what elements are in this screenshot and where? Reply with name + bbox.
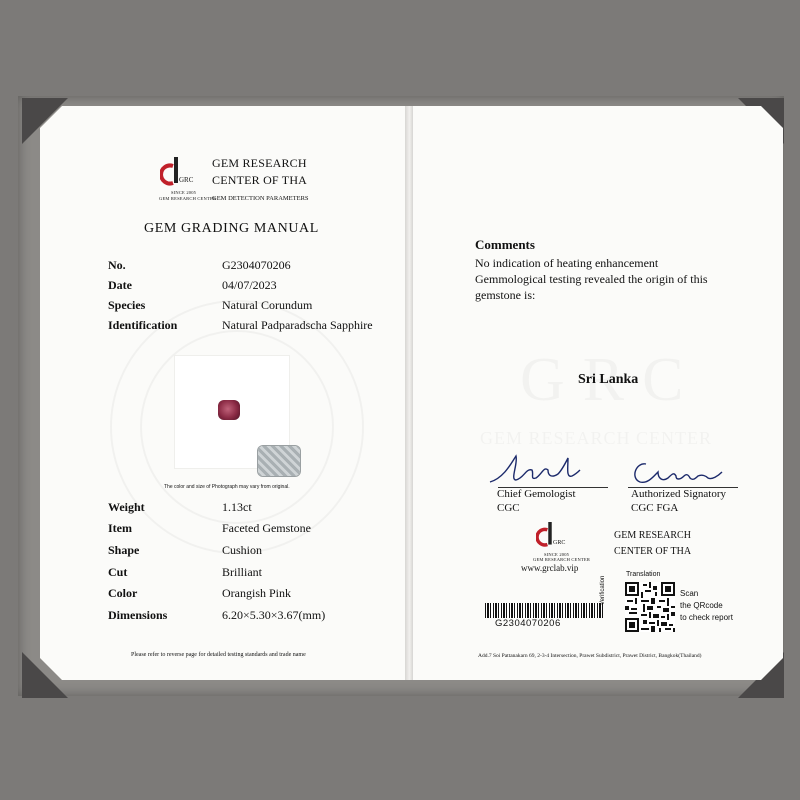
field-value-item: Faceted Gemstone [222,521,311,535]
field-label-species: Species [108,298,146,312]
field-value-no: G2304070206 [222,258,291,272]
left-brand-line1: GEM RESEARCH [212,156,307,170]
chief-gemologist-signature [486,452,582,488]
left-logo-since: SINCE 2005 [171,190,197,195]
authorized-signatory-signature [628,454,724,488]
left-logo-text: GRC [179,176,194,184]
comments-line-3: gemstone is: [475,288,536,302]
field-label-color: Color [108,586,138,600]
right-logo-sub: GEM RESEARCH CENTER [533,557,591,562]
field-value-color: Orangish Pink [222,586,291,600]
field-value-cut: Brilliant [222,565,262,579]
field-value-weight: 1.13ct [222,500,252,514]
right-brand-line1: GEM RESEARCH [614,530,691,541]
field-label-shape: Shape [108,543,140,557]
scan-line-3: to check report [680,613,733,622]
field-value-shape: Cushion [222,543,263,557]
scan-line-1: Scan [680,589,699,598]
right-logo-text: GRC [553,540,566,546]
page-spine [405,106,414,680]
field-label-identification: Identification [108,318,178,332]
translation-label: Translation [626,571,661,578]
comments-line-1: No indication of heating enhancement [475,256,659,270]
verification-label: Verification [600,575,606,605]
right-footer-address: Add.7 Soi Pattanakarn 69, 2-3-4 Intersection, Prawet Subdistrict, Prawet District, Bangkok(Thailand) [478,653,702,659]
watermark-grc-sub [480,428,712,449]
field-label-date: Date [108,278,132,292]
hologram-sticker [258,446,300,476]
origin-value: Sri Lanka [578,372,639,387]
certificate-title: GEM GRADING MANUAL [144,221,319,236]
gemstone-image [218,400,240,420]
barcode-number: G2304070206 [495,618,561,629]
field-label-item: Item [108,521,132,535]
signatory2-title: Authorized Signatory [631,488,727,500]
left-footer-note: Please refer to reverse page for detailed testing standards and trade name [131,652,306,658]
field-label-weight: Weight [108,500,145,514]
comments-heading: Comments [475,237,535,252]
website-link[interactable]: www.grclab.vip [521,563,579,573]
signatory1-org: CGC [497,502,520,514]
signatory1-title: Chief Gemologist [497,488,576,500]
comments-line-2: Gemmological testing revealed the origin of this [475,272,708,286]
field-value-species: Natural Corundum [222,298,313,312]
field-value-date: 04/07/2023 [222,278,277,292]
signatory2-org: CGC FGA [631,502,679,514]
field-value-identification: Natural Padparadscha Sapphire [222,318,373,332]
field-label-cut: Cut [108,565,128,579]
field-value-dimensions: 6.20×5.30×3.67(mm) [222,608,326,622]
left-brand-sub: GEM DETECTION PARAMETERS [212,195,309,202]
field-label-no: No. [108,258,126,272]
right-logo-since: SINCE 2005 [544,552,570,557]
photo-caption: The color and size of Photograph may vary from original. [164,484,290,490]
left-brand-line2: CENTER OF THA [212,173,308,187]
certificate-barcode [485,603,603,618]
scan-line-2: the QRcode [680,601,723,610]
verification-qr-code[interactable] [625,582,675,632]
field-label-dimensions: Dimensions [108,608,168,622]
left-logo-sub: GEM RESEARCH CENTER [159,196,217,201]
right-brand-line2: CENTER OF THA [614,546,692,557]
